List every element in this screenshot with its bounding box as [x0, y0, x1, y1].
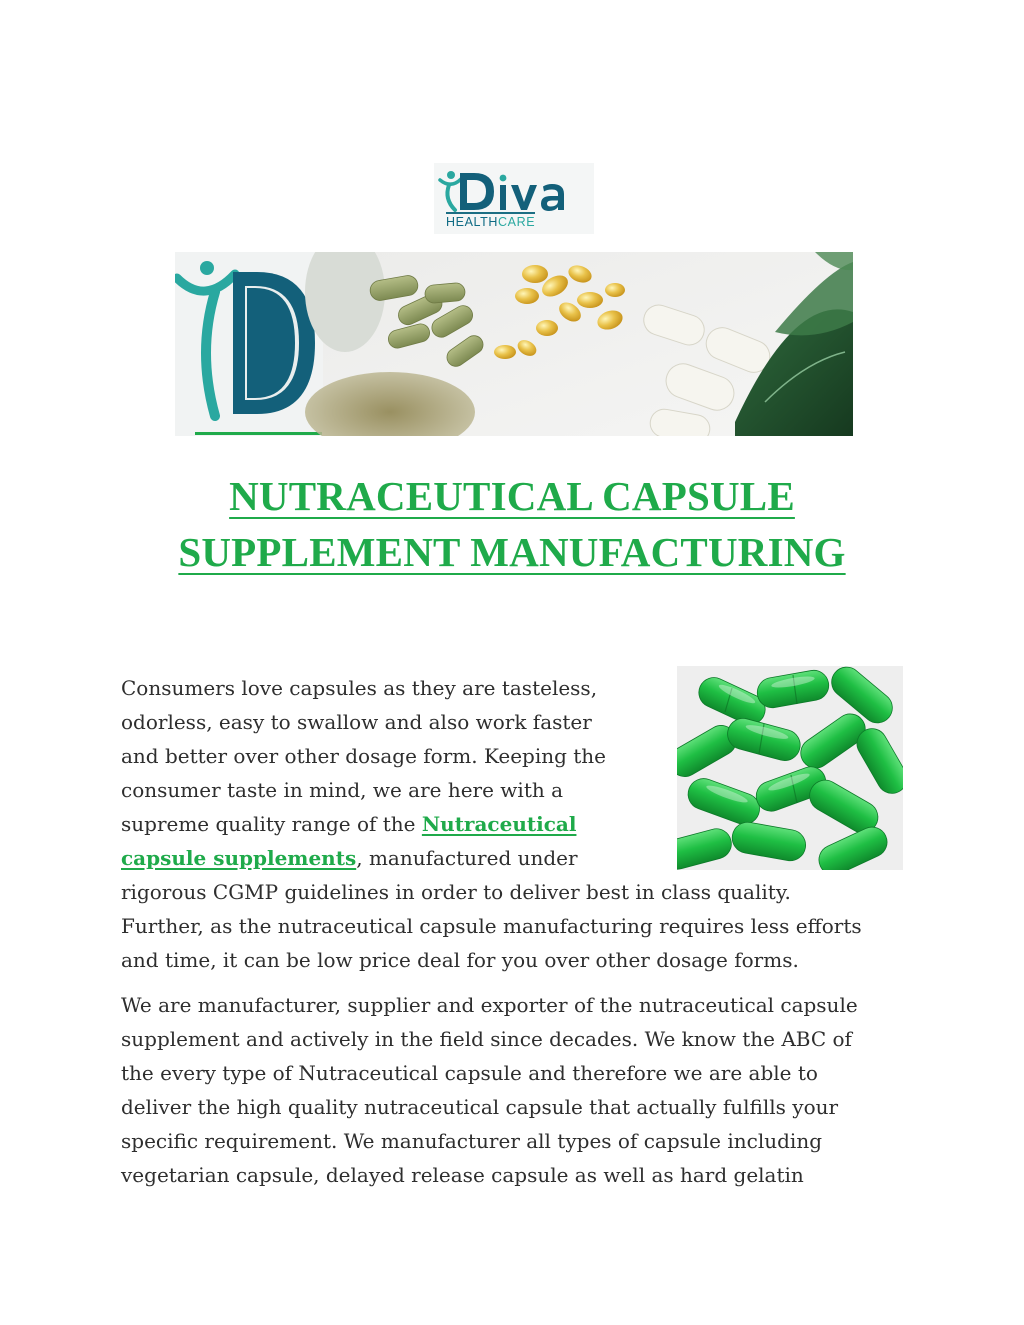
- text-line: the every type of Nutraceutical capsule and therefore we are able to: [121, 1061, 818, 1085]
- text-line: Further, as the nutraceutical capsule manufacturing requires less efforts: [121, 914, 862, 938]
- text-line: [121, 841, 862, 875]
- text-line: and better over other dosage form. Keeping the: [121, 744, 607, 768]
- hero-banner-image: [175, 252, 853, 436]
- text-line: consumer taste in mind, we are here with a: [121, 778, 564, 802]
- text-line: supplement and actively in the field since decades. We know the ABC of: [121, 1027, 852, 1051]
- text-line: specific requirement. We manufacturer all types of capsule including: [121, 1129, 823, 1153]
- company-logo: [434, 163, 594, 234]
- text-line: and time, it can be low price deal for you over other dosage forms.: [121, 948, 799, 972]
- manufacturer-paragraph: [121, 988, 858, 1192]
- text-line: Consumers love capsules as they are tasteless,: [121, 676, 598, 700]
- text-line: [121, 807, 862, 841]
- text-fragment: supreme quality range of the: [121, 812, 422, 836]
- page-title[interactable]: [60, 468, 964, 580]
- text-line: deliver the high quality nutraceutical capsule that actually fulfills your: [121, 1095, 839, 1119]
- logo-mark-icon: [434, 163, 594, 215]
- logo-subtitle: [446, 215, 535, 229]
- text-fragment: , manufactured under: [356, 846, 578, 870]
- page-title-line-1[interactable]: NUTRACEUTICAL CAPSULE: [229, 473, 795, 519]
- nutraceutical-capsule-supplements-link-part2[interactable]: capsule supplements: [121, 846, 357, 870]
- logo-health-text: HEALTH: [446, 212, 498, 229]
- text-line: odorless, easy to swallow and also work faster: [121, 710, 592, 734]
- text-line: vegetarian capsule, delayed release capsule as well as hard gelatin: [121, 1163, 804, 1187]
- page-title-line-2[interactable]: SUPPLEMENT MANUFACTURING: [178, 529, 846, 575]
- intro-paragraph: [121, 671, 862, 977]
- text-line: We are manufacturer, supplier and exporter of the nutraceutical capsule: [121, 993, 858, 1017]
- nutraceutical-capsule-supplements-link-part1[interactable]: Nutraceutical: [421, 812, 577, 836]
- text-line: rigorous CGMP guidelines in order to deliver best in class quality.: [121, 880, 791, 904]
- logo-care-text: CARE: [498, 212, 535, 229]
